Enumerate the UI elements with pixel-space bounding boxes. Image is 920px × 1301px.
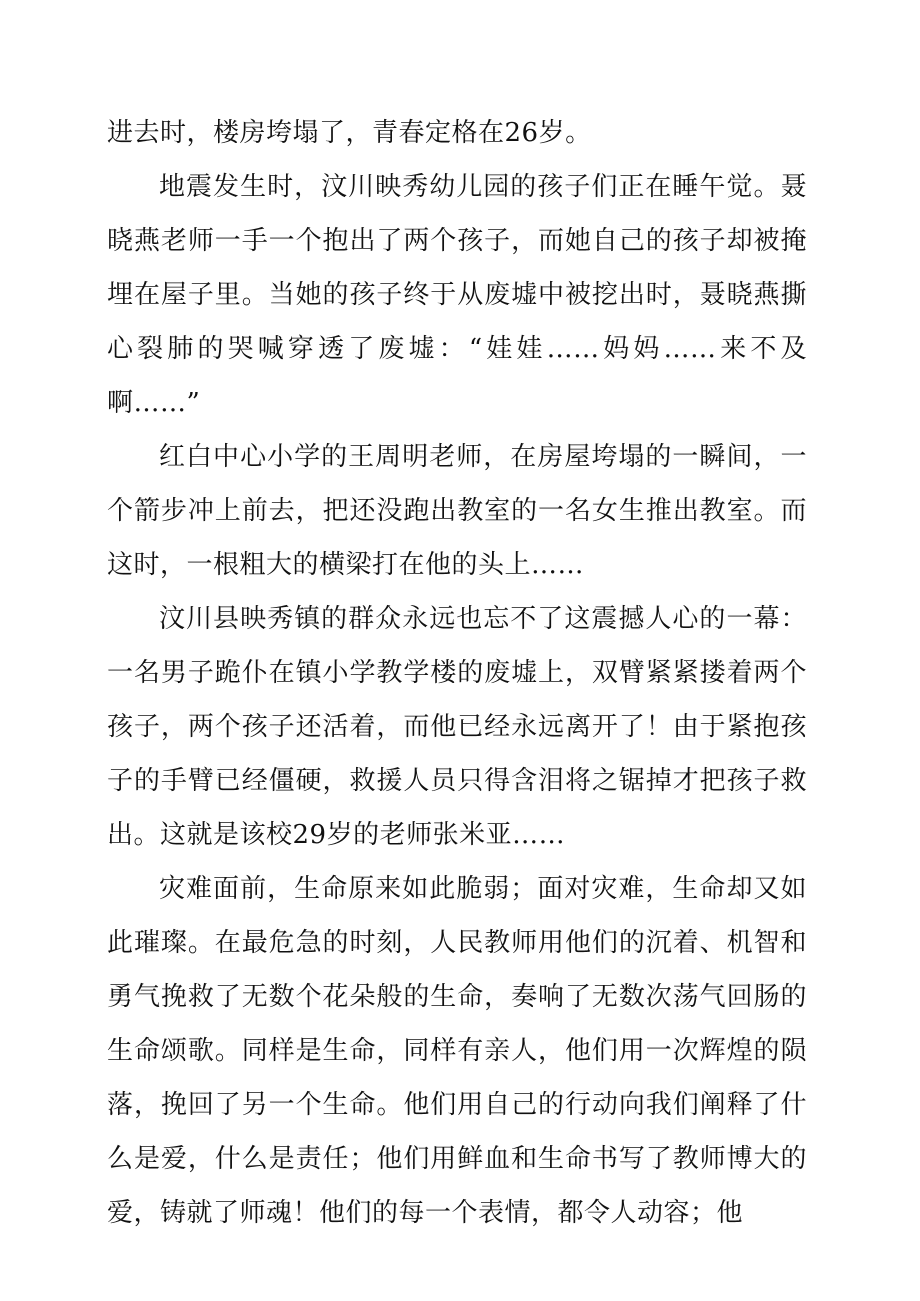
paragraph-zhang-miya: 汶川县映秀镇的群众永远也忘不了这震撼人心的一幕：一名男子跪仆在镇小学教学楼的废墟上，双臂紧紧搂着两个孩子，两个孩子还活着，而他已经永远离开了！由于紧抱孩子的手臂已经僵硬，救援人员只得含泪将之锯掉才把孩子救出。这就是该校29岁的老师张米亚…… — [107, 604, 807, 850]
paragraph-wang-zhouming: 红白中心小学的王周明老师，在房屋垮塌的一瞬间，一个箭步冲上前去，把还没跑出教室的一名女生推出教室。而这时，一根粗大的横梁打在他的头上…… — [107, 442, 807, 580]
paragraph-continuation: 进去时，楼房垮塌了，青春定格在26岁。 — [107, 118, 592, 148]
paragraph-reflection: 灾难面前，生命原来如此脆弱；面对灾难，生命却又如此璀璨。在最危急的时刻，人民教师用他们的沉着、机智和勇气挽救了无数个花朵般的生命，奏响了无数次荡气回肠的生命颂歌。同样是生命，同样有亲人，他们用一次辉煌的陨落，挽回了另一个生命。他们用自己的行动向我们阐释了什么是爱，什么是责任；他们用鲜血和生命书写了教师博大的爱，铸就了师魂！他们的每一个表情，都令人动容；他 — [107, 874, 807, 1228]
document-body — [107, 106, 807, 1240]
paragraph-kindergarten: 地震发生时，汶川映秀幼儿园的孩子们正在睡午觉。聂晓燕老师一手一个抱出了两个孩子，而她自己的孩子却被掩埋在屋子里。当她的孩子终于从废墟中被挖出时，聂晓燕撕心裂肺的哭喊穿透了废墟：“娃娃……妈妈……来不及啊……” — [107, 172, 807, 418]
